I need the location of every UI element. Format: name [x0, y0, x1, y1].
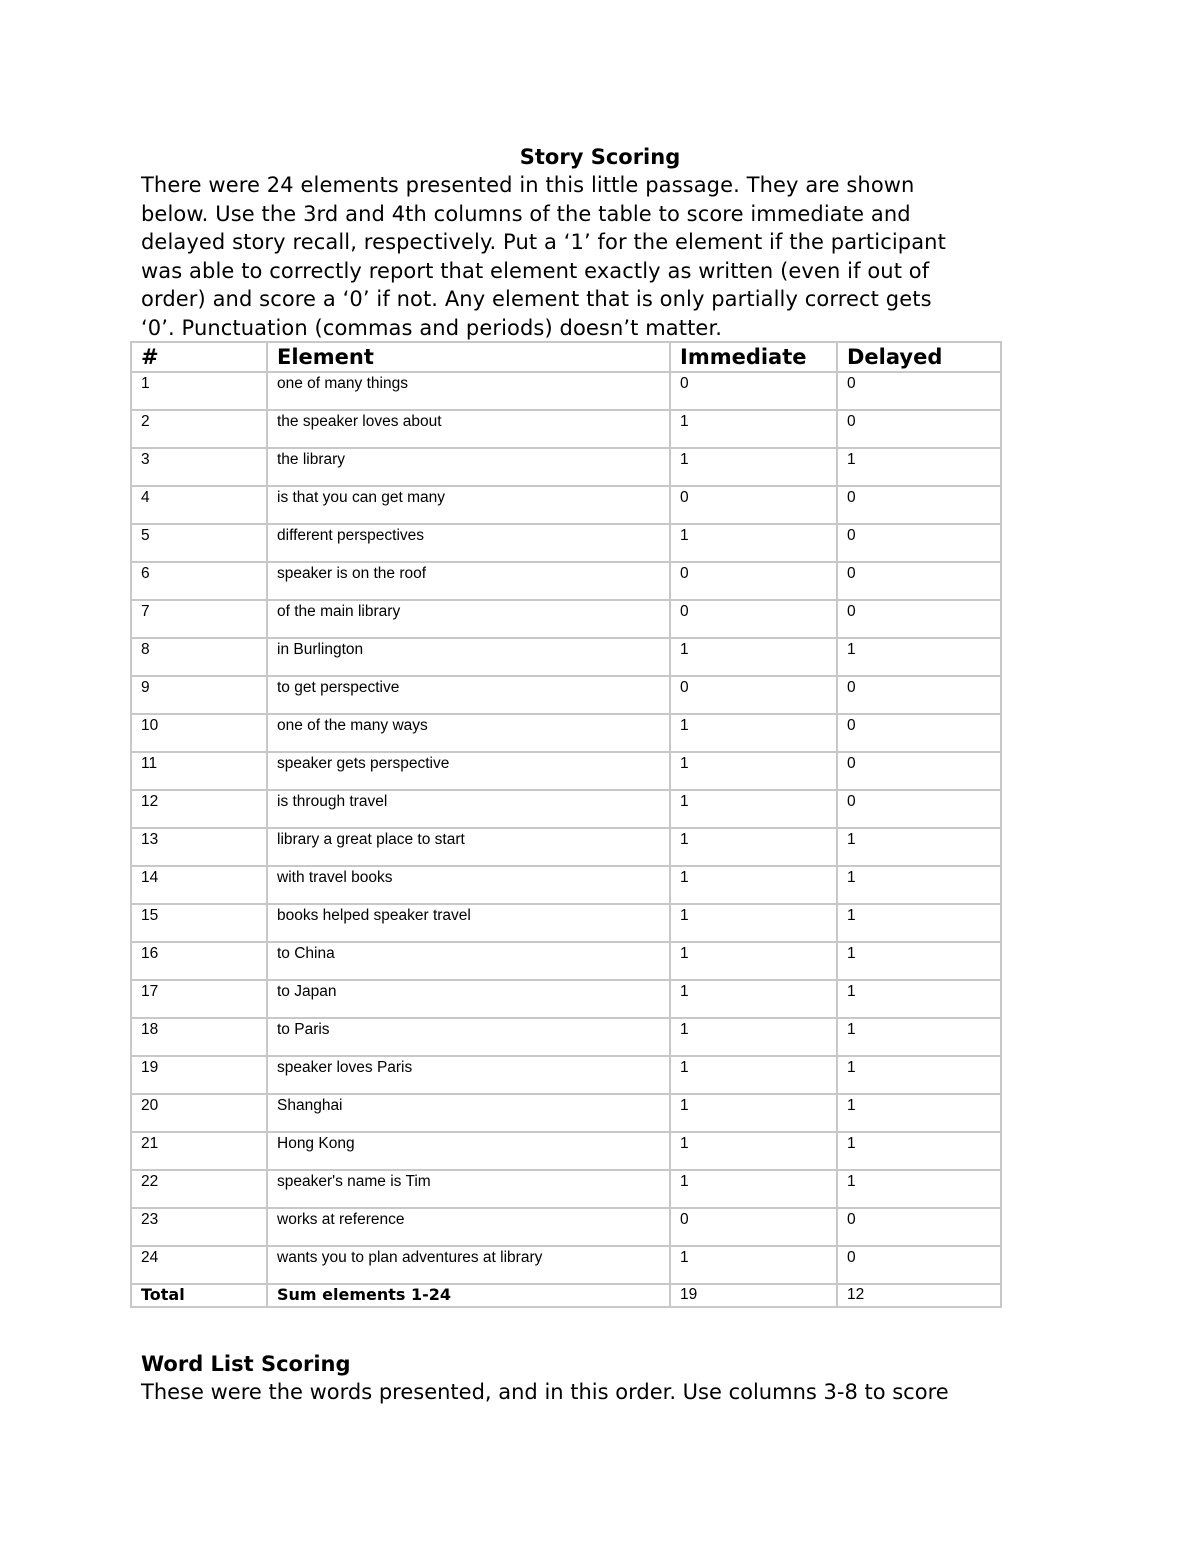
row-immediate-score[interactable]: 1: [670, 942, 837, 980]
row-number: 13: [131, 828, 267, 866]
row-delayed-score[interactable]: 1: [837, 866, 1001, 904]
row-number: 2: [131, 410, 267, 448]
table-row: [131, 448, 1001, 486]
header-element: Element: [267, 342, 670, 372]
row-immediate-score[interactable]: 1: [670, 752, 837, 790]
row-delayed-score[interactable]: 0: [837, 600, 1001, 638]
row-immediate-score[interactable]: 0: [670, 676, 837, 714]
row-immediate-score[interactable]: 1: [670, 1018, 837, 1056]
row-element: wants you to plan adventures at library: [267, 1246, 670, 1284]
row-immediate-score[interactable]: 1: [670, 1132, 837, 1170]
row-element: speaker's name is Tim: [267, 1170, 670, 1208]
table-row: [131, 1170, 1001, 1208]
row-element: to get perspective: [267, 676, 670, 714]
row-element: of the main library: [267, 600, 670, 638]
table-row: [131, 1018, 1001, 1056]
table-row: [131, 676, 1001, 714]
row-delayed-score[interactable]: 0: [837, 1246, 1001, 1284]
row-immediate-score[interactable]: 1: [670, 1056, 837, 1094]
header-delayed: Delayed: [837, 342, 1001, 372]
total-delayed[interactable]: 12: [837, 1284, 1001, 1307]
story-scoring-table: [130, 341, 1002, 1308]
row-delayed-score[interactable]: 0: [837, 410, 1001, 448]
row-element: to China: [267, 942, 670, 980]
row-element: library a great place to start: [267, 828, 670, 866]
table-row: [131, 486, 1001, 524]
row-element: books helped speaker travel: [267, 904, 670, 942]
row-immediate-score[interactable]: 1: [670, 638, 837, 676]
table-row: [131, 866, 1001, 904]
table-row: [131, 1094, 1001, 1132]
row-delayed-score[interactable]: 1: [837, 980, 1001, 1018]
row-immediate-score[interactable]: 0: [670, 562, 837, 600]
row-number: 14: [131, 866, 267, 904]
row-immediate-score[interactable]: 0: [670, 600, 837, 638]
row-delayed-score[interactable]: 1: [837, 448, 1001, 486]
row-element: Shanghai: [267, 1094, 670, 1132]
row-delayed-score[interactable]: 0: [837, 676, 1001, 714]
table-row: [131, 790, 1001, 828]
row-delayed-score[interactable]: 0: [837, 790, 1001, 828]
row-delayed-score[interactable]: 1: [837, 828, 1001, 866]
row-number: 24: [131, 1246, 267, 1284]
word-list-instructions: These were the words presented, and in this order. Use columns 3-8 to score: [141, 1380, 949, 1404]
table-row: [131, 1246, 1001, 1284]
instruction-line: delayed story recall, respectively. Put a ‘1’ for the element if the participant: [141, 230, 946, 255]
table-body: [131, 372, 1001, 1284]
instruction-line: was able to correctly report that element exactly as written (even if out of: [141, 258, 930, 283]
table-row: [131, 638, 1001, 676]
table-row: [131, 714, 1001, 752]
row-element: in Burlington: [267, 638, 670, 676]
table-row: [131, 372, 1001, 410]
story-instructions: [141, 171, 1081, 343]
row-number: 23: [131, 1208, 267, 1246]
row-element: the library: [267, 448, 670, 486]
total-element: Sum elements 1-24: [267, 1284, 670, 1307]
table-row: [131, 1208, 1001, 1246]
row-immediate-score[interactable]: 0: [670, 372, 837, 410]
table-header-row: [131, 342, 1001, 372]
instruction-line: ‘0’. Punctuation (commas and periods) doesn’t matter.: [141, 315, 723, 340]
row-immediate-score[interactable]: 0: [670, 486, 837, 524]
row-element: to Paris: [267, 1018, 670, 1056]
row-immediate-score[interactable]: 1: [670, 1170, 837, 1208]
table-row: [131, 942, 1001, 980]
row-number: 12: [131, 790, 267, 828]
row-delayed-score[interactable]: 1: [837, 1056, 1001, 1094]
table-row: [131, 980, 1001, 1018]
table-row: [131, 562, 1001, 600]
row-number: 19: [131, 1056, 267, 1094]
row-element: works at reference: [267, 1208, 670, 1246]
row-immediate-score[interactable]: 1: [670, 714, 837, 752]
total-immediate[interactable]: 19: [670, 1284, 837, 1307]
row-immediate-score[interactable]: 1: [670, 904, 837, 942]
row-delayed-score[interactable]: 1: [837, 904, 1001, 942]
row-number: 9: [131, 676, 267, 714]
row-delayed-score[interactable]: 1: [837, 1170, 1001, 1208]
instruction-line: There were 24 elements presented in this little passage. They are shown: [141, 173, 915, 197]
row-delayed-score[interactable]: 0: [837, 752, 1001, 790]
table-row: [131, 828, 1001, 866]
row-element: speaker is on the roof: [267, 562, 670, 600]
row-delayed-score[interactable]: 1: [837, 1132, 1001, 1170]
table-row: [131, 600, 1001, 638]
total-label: Total: [131, 1284, 267, 1307]
instruction-line: below. Use the 3rd and 4th columns of the table to score immediate and: [141, 201, 911, 226]
row-number: 3: [131, 448, 267, 486]
row-immediate-score[interactable]: 0: [670, 1208, 837, 1246]
row-delayed-score[interactable]: 0: [837, 714, 1001, 752]
word-list-title: Word List Scoring: [141, 1352, 351, 1376]
row-element: Hong Kong: [267, 1132, 670, 1170]
header-number: #: [131, 342, 267, 372]
row-immediate-score[interactable]: 1: [670, 448, 837, 486]
row-number: 17: [131, 980, 267, 1018]
table-row: [131, 904, 1001, 942]
row-immediate-score[interactable]: 1: [670, 828, 837, 866]
row-delayed-score[interactable]: 0: [837, 1208, 1001, 1246]
row-immediate-score[interactable]: 1: [670, 524, 837, 562]
row-number: 10: [131, 714, 267, 752]
row-immediate-score[interactable]: 1: [670, 790, 837, 828]
row-delayed-score[interactable]: 0: [837, 372, 1001, 410]
row-element: one of many things: [267, 372, 670, 410]
row-delayed-score[interactable]: 1: [837, 942, 1001, 980]
row-delayed-score[interactable]: 0: [837, 524, 1001, 562]
row-element: the speaker loves about: [267, 410, 670, 448]
row-immediate-score[interactable]: 1: [670, 1094, 837, 1132]
row-delayed-score[interactable]: 1: [837, 1018, 1001, 1056]
row-element: with travel books: [267, 866, 670, 904]
row-number: 22: [131, 1170, 267, 1208]
row-element: speaker loves Paris: [267, 1056, 670, 1094]
row-delayed-score[interactable]: 1: [837, 638, 1001, 676]
row-number: 8: [131, 638, 267, 676]
row-immediate-score[interactable]: 1: [670, 866, 837, 904]
row-delayed-score[interactable]: 0: [837, 562, 1001, 600]
table-row: [131, 1056, 1001, 1094]
row-element: is that you can get many: [267, 486, 670, 524]
row-element: is through travel: [267, 790, 670, 828]
row-delayed-score[interactable]: 0: [837, 486, 1001, 524]
table-row: [131, 524, 1001, 562]
row-number: 7: [131, 600, 267, 638]
total-row: [131, 1284, 1001, 1307]
row-number: 20: [131, 1094, 267, 1132]
row-number: 18: [131, 1018, 267, 1056]
row-element: speaker gets perspective: [267, 752, 670, 790]
table-row: [131, 752, 1001, 790]
row-element: different perspectives: [267, 524, 670, 562]
row-element: one of the many ways: [267, 714, 670, 752]
row-number: 6: [131, 562, 267, 600]
table-row: [131, 1132, 1001, 1170]
row-number: 16: [131, 942, 267, 980]
row-number: 21: [131, 1132, 267, 1170]
row-immediate-score[interactable]: 1: [670, 410, 837, 448]
row-immediate-score[interactable]: 1: [670, 1246, 837, 1284]
row-number: 11: [131, 752, 267, 790]
row-number: 1: [131, 372, 267, 410]
row-number: 15: [131, 904, 267, 942]
row-element: to Japan: [267, 980, 670, 1018]
header-immediate: Immediate: [670, 342, 837, 372]
instruction-line: order) and score a ‘0’ if not. Any element that is only partially correct gets: [141, 287, 932, 312]
row-delayed-score[interactable]: 1: [837, 1094, 1001, 1132]
page-title: Story Scoring: [519, 145, 681, 169]
table-row: [131, 410, 1001, 448]
row-immediate-score[interactable]: 1: [670, 980, 837, 1018]
row-number: 5: [131, 524, 267, 562]
row-number: 4: [131, 486, 267, 524]
